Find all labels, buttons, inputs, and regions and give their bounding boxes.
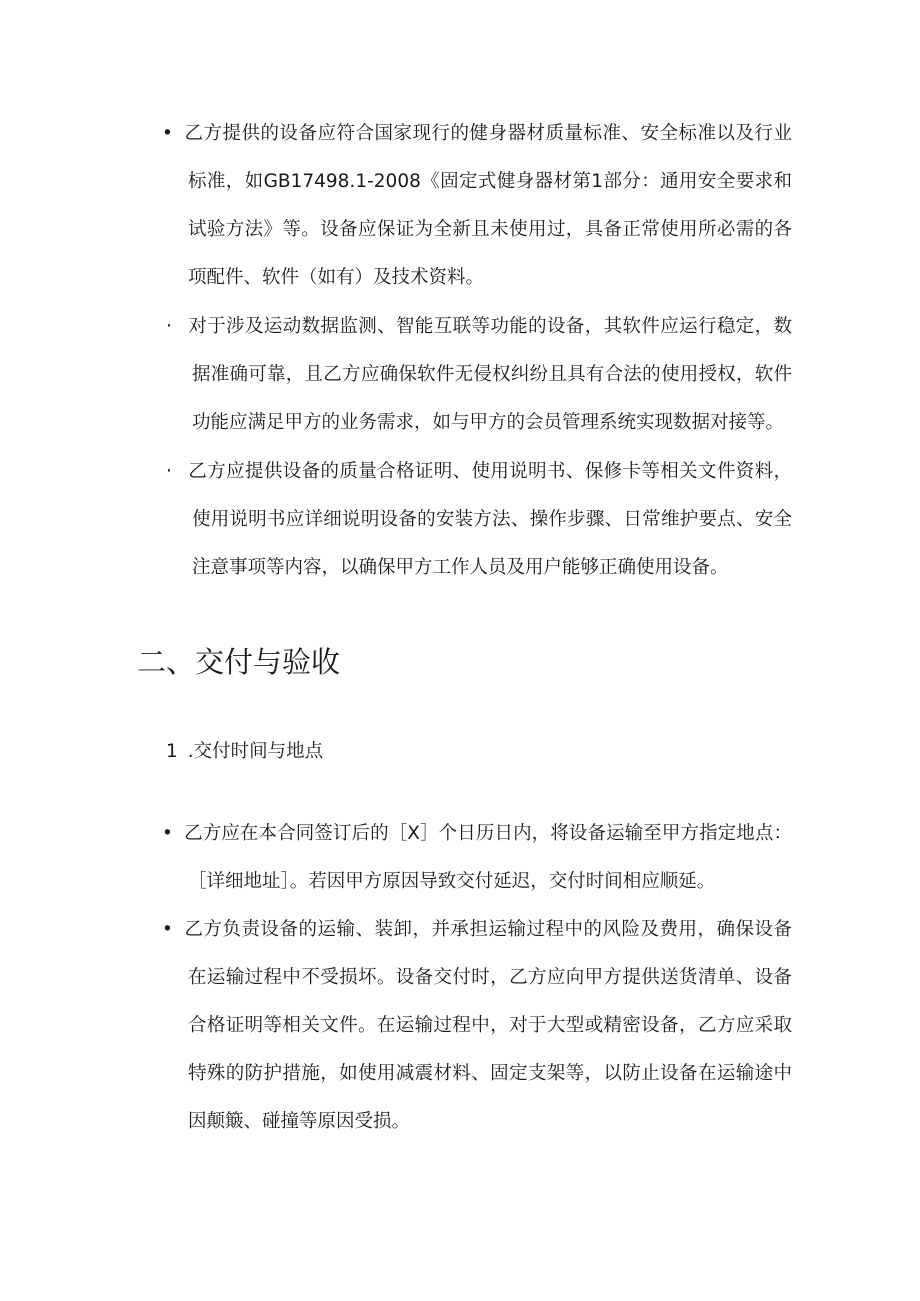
delivery-paragraph-time-place: [162, 810, 792, 906]
bullet-middot: ·: [166, 316, 172, 337]
paragraph-text: 乙方提供的设备应符合国家现行的健身器材质量标准、安全标准以及行业标准，如GB17498.1-2008《固定式健身器材第1部分：通用安全要求和试验方法》等。设备应保证为全新且未使用过，具备正常使用所必需的各项配件、软件（如有）及技术资料。: [184, 123, 792, 288]
paragraph-text: 乙方应提供设备的质量合格证明、使用说明书、保修卡等相关文件资料，使用说明书应详细说明设备的安装方法、操作步骤、日常维护要点、安全注意事项等内容，以确保甲方工作人员及用户能够正确使用设备。: [188, 461, 792, 578]
requirement-paragraph-standards: [162, 110, 792, 302]
paragraph-text: 乙方应在本合同签订后的［X］个日历日内，将设备运输至甲方指定地点：［详细地址］。若因甲方原因导致交付延迟，交付时间相应顺延。: [184, 823, 792, 892]
subsection-number: 1: [166, 741, 178, 762]
bullet-dot: •: [162, 919, 173, 940]
requirement-paragraph-software: [166, 303, 792, 447]
delivery-paragraph-transport: [162, 906, 792, 1146]
bullet-dot: •: [162, 823, 173, 844]
bullet-middot: ·: [166, 461, 172, 482]
paragraph-text: 对于涉及运动数据监测、智能互联等功能的设备，其软件应运行稳定，数据准确可靠，且乙方应确保软件无侵权纠纷且具有合法的使用授权，软件功能应满足甲方的业务需求，如与甲方的会员管理系统实现数据对接等。: [188, 316, 792, 433]
section-heading: 二、交付与验收: [137, 645, 341, 679]
paragraph-text: 乙方负责设备的运输、装卸，并承担运输过程中的风险及费用，确保设备在运输过程中不受损坏。设备交付时，乙方应向甲方提供送货清单、设备合格证明等相关文件。在运输过程中，对于大型或精密设备，乙方应采取特殊的防护措施，如使用减震材料、固定支架等，以防止设备在运输途中因颠簸、碰撞等原因受损。: [184, 919, 792, 1132]
bullet-dot: •: [162, 123, 173, 144]
subsection-heading: [166, 732, 323, 772]
subsection-title: .交付时间与地点: [187, 741, 324, 762]
requirement-paragraph-documents: [166, 448, 792, 592]
